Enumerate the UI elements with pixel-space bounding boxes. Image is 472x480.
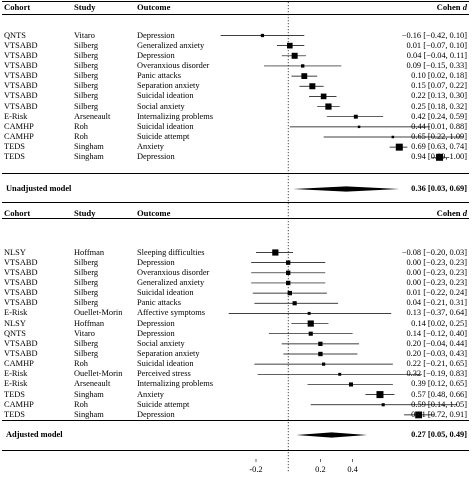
row-study: Arseneault (74, 111, 111, 121)
row-outcome: Anxiety (137, 389, 164, 399)
row-outcome: Depression (137, 257, 175, 267)
row-effect-label: 0.01 [−0.07, 0.10] (406, 40, 467, 50)
row-study: Silberg (74, 349, 99, 358)
row-outcome: Social anxiety (137, 338, 185, 348)
row-effect-label: 0.04 [−0.04, 0.11] (406, 50, 467, 60)
row-study: Ouellet-Morin (74, 308, 123, 318)
header-rule (2, 14, 469, 15)
row-cohort: VTSABD (4, 71, 38, 81)
post-model-rule (2, 202, 469, 203)
row-cohort: QNTS (4, 30, 26, 40)
row-study: Silberg (74, 288, 99, 298)
effect-marker (318, 352, 322, 356)
row-cohort: VTSABD (4, 91, 38, 101)
row-effect-label: 0.20 [−0.04, 0.44] (406, 338, 467, 348)
row-cohort: VTSABD (4, 50, 38, 60)
row-outcome: Depression (137, 152, 175, 162)
effect-marker (354, 115, 358, 119)
header-outcome: Outcome (137, 208, 171, 218)
effect-marker (309, 83, 315, 89)
row-study: Silberg (74, 91, 99, 101)
row-study: Singham (74, 409, 104, 419)
row-study: Silberg (74, 298, 99, 308)
row-cohort: VTSABD (4, 277, 38, 287)
pre-adjusted-rule (2, 420, 469, 421)
row-effect-label: 0.14 [−0.12, 0.40] (406, 328, 467, 338)
row-cohort: VTSABD (4, 288, 38, 298)
row-cohort: TEDS (4, 409, 25, 419)
row-effect-label: 0.39 [0.12, 0.65] (411, 379, 467, 389)
row-outcome: Separation anxiety (137, 349, 200, 358)
row-outcome: Depression (137, 50, 175, 60)
row-outcome: Depression (137, 409, 175, 419)
row-study: Silberg (74, 277, 99, 287)
row-study: Silberg (74, 257, 99, 267)
row-study: Roh (74, 121, 88, 131)
row-outcome: Depression (137, 318, 175, 328)
row-study: Silberg (74, 101, 99, 111)
row-cohort: TEDS (4, 142, 25, 152)
row-outcome: Affective symptoms (137, 308, 205, 318)
row-outcome: Suicidal ideation (137, 288, 194, 298)
row-outcome: Anxiety (137, 142, 164, 152)
header-effect-size: Cohen d (436, 2, 467, 12)
row-study: Ouellet-Morin (74, 369, 123, 379)
row-outcome: Internalizing problems (137, 379, 214, 389)
row-effect-label: 0.22 [0.13, 0.30] (411, 91, 467, 101)
row-cohort: QNTS (4, 328, 26, 338)
row-effect-label: −0.08 [−0.20, 0.03] (401, 247, 467, 257)
effect-marker (287, 43, 293, 49)
row-study: Silberg (74, 267, 99, 277)
header-rule-2 (2, 218, 469, 219)
row-study: Silberg (74, 338, 99, 348)
row-outcome: Suicide attempt (137, 132, 190, 141)
x-axis-tick-label: 0.4 (347, 465, 358, 474)
effect-marker (301, 64, 304, 67)
row-cohort: E-Risk (4, 111, 28, 121)
row-effect-label: 0.10 [0.02, 0.18] (411, 71, 467, 81)
pooled-diamond (296, 432, 367, 437)
row-cohort: VTSABD (4, 257, 38, 267)
row-outcome: Internalizing problems (137, 111, 214, 121)
effect-marker (322, 363, 325, 366)
x-axis-tick-label: -0.2 (249, 465, 263, 474)
effect-marker (325, 103, 331, 109)
row-effect-label: 0.00 [−0.23, 0.23] (406, 277, 467, 287)
row-cohort: VTSABD (4, 40, 38, 50)
effect-marker (321, 94, 327, 100)
row-study: Singham (74, 142, 104, 152)
row-outcome: Overanxious disorder (137, 267, 210, 277)
row-outcome: Panic attacks (137, 298, 181, 308)
row-cohort: VTSABD (4, 349, 38, 358)
row-outcome: Social anxiety (137, 101, 185, 111)
row-effect-label: 0.94 [0.89, 1.00] (411, 152, 467, 162)
row-effect-label: 0.00 [−0.23, 0.23] (406, 257, 467, 267)
row-effect-label: 0.01 [−0.22, 0.24] (406, 288, 467, 298)
effect-marker (349, 382, 353, 386)
pooled-model-label: Adjusted model (6, 430, 63, 439)
pooled-model-label: Unadjusted model (6, 184, 72, 193)
effect-marker (338, 373, 341, 376)
row-outcome: Generalized anxiety (137, 277, 205, 287)
row-cohort: TEDS (4, 152, 25, 162)
row-study: Silberg (74, 81, 99, 91)
pre-model-rule (2, 173, 469, 174)
effect-marker (272, 249, 278, 255)
row-cohort: VTSABD (4, 267, 38, 277)
row-cohort: E-Risk (4, 308, 28, 318)
effect-marker (382, 403, 385, 406)
row-study: Arseneault (74, 379, 111, 389)
row-study: Roh (74, 359, 88, 369)
header-cohort: Cohort (4, 2, 31, 12)
effect-marker (392, 136, 394, 138)
row-effect-label: 0.81 [0.72, 0.91] (411, 409, 467, 419)
pooled-effect-label: 0.27 [0.05, 0.49] (411, 430, 467, 439)
row-cohort: TEDS (4, 389, 25, 399)
row-cohort: E-Risk (4, 379, 28, 389)
row-study: Singham (74, 152, 104, 162)
row-outcome: Suicidal ideation (137, 121, 194, 131)
row-study: Silberg (74, 40, 99, 50)
effect-marker (261, 34, 264, 37)
row-outcome: Suicidal ideation (137, 359, 194, 369)
effect-marker (292, 53, 298, 59)
x-axis-tick-label: 0.2 (315, 465, 326, 474)
row-cohort: VTSABD (4, 60, 38, 70)
header-outcome: Outcome (137, 2, 171, 12)
row-effect-label: 0.13 [−0.37, 0.64] (406, 308, 467, 318)
effect-marker (396, 144, 403, 151)
row-outcome: Panic attacks (137, 71, 181, 81)
row-cohort: NLSY (4, 247, 26, 257)
row-effect-label: 0.09 [−0.15, 0.33] (406, 60, 467, 70)
row-cohort: VTSABD (4, 298, 38, 308)
row-outcome: Depression (137, 30, 175, 40)
post-adjusted-rule (2, 450, 469, 451)
effect-marker (308, 320, 314, 326)
row-effect-label: 0.20 [−0.03, 0.43] (406, 349, 467, 358)
pooled-effect-label: 0.36 [0.03, 0.69] (411, 184, 467, 193)
row-cohort: VTSABD (4, 81, 38, 91)
row-study: Hoffman (74, 247, 105, 257)
effect-marker (308, 312, 311, 315)
top-rule (2, 1, 469, 2)
row-outcome: Generalized anxiety (137, 40, 205, 50)
row-effect-label: 0.44 [0.01, 0.88] (411, 121, 467, 131)
row-effect-label: 0.59 [0.14, 1.05] (411, 399, 467, 409)
row-effect-label: 0.42 [0.24, 0.59] (411, 111, 467, 121)
row-study: Hoffman (74, 318, 105, 328)
row-cohort: CAMHP (4, 132, 34, 141)
row-effect-label: 0.65 [0.22, 1.09] (411, 132, 467, 141)
effect-marker (318, 342, 322, 346)
row-study: Roh (74, 132, 88, 141)
effect-marker (301, 73, 307, 79)
pooled-diamond (293, 186, 399, 191)
header-cohort: Cohort (4, 208, 31, 218)
row-study: Vitaro (74, 30, 95, 40)
header-study: Study (74, 208, 96, 218)
row-cohort: VTSABD (4, 338, 38, 348)
row-study: Singham (74, 389, 104, 399)
row-effect-label: 0.69 [0.63, 0.74] (411, 142, 467, 152)
header-effect-size: Cohen d (436, 208, 467, 218)
effect-marker (358, 126, 360, 128)
row-study: Silberg (74, 50, 99, 60)
row-effect-label: 0.15 [0.07, 0.22] (411, 81, 467, 91)
row-outcome: Suicide attempt (137, 399, 190, 409)
row-outcome: Sleeping difficulties (137, 247, 205, 257)
row-cohort: E-Risk (4, 369, 28, 379)
row-study: Vitaro (74, 328, 95, 338)
row-effect-label: 0.25 [0.18, 0.32] (411, 101, 467, 111)
row-effect-label: −0.16 [−0.42, 0.10] (401, 30, 467, 40)
row-effect-label: 0.57 [0.48, 0.66] (411, 389, 467, 399)
row-cohort: CAMHP (4, 399, 34, 409)
row-cohort: NLSY (4, 318, 26, 328)
row-outcome: Suicidal ideation (137, 91, 194, 101)
row-effect-label: 0.32 [−0.19, 0.83] (406, 369, 467, 379)
row-effect-label: 0.04 [−0.21, 0.31] (406, 298, 467, 308)
row-study: Roh (74, 399, 88, 409)
row-outcome: Perceived stress (137, 369, 191, 379)
effect-marker (293, 301, 297, 305)
row-outcome: Separation anxiety (137, 81, 200, 91)
row-effect-label: 0.00 [−0.23, 0.23] (406, 267, 467, 277)
row-cohort: CAMHP (4, 359, 34, 369)
row-outcome: Depression (137, 328, 175, 338)
row-study: Silberg (74, 60, 99, 70)
row-outcome: Overanxious disorder (137, 60, 210, 70)
row-cohort: CAMHP (4, 121, 34, 131)
effect-marker (309, 332, 313, 336)
row-study: Silberg (74, 71, 99, 81)
row-cohort: VTSABD (4, 101, 38, 111)
row-effect-label: 0.22 [−0.21, 0.65] (406, 359, 467, 369)
header-study: Study (74, 2, 96, 12)
effect-marker (376, 391, 383, 398)
row-effect-label: 0.14 [0.02, 0.25] (411, 318, 467, 328)
